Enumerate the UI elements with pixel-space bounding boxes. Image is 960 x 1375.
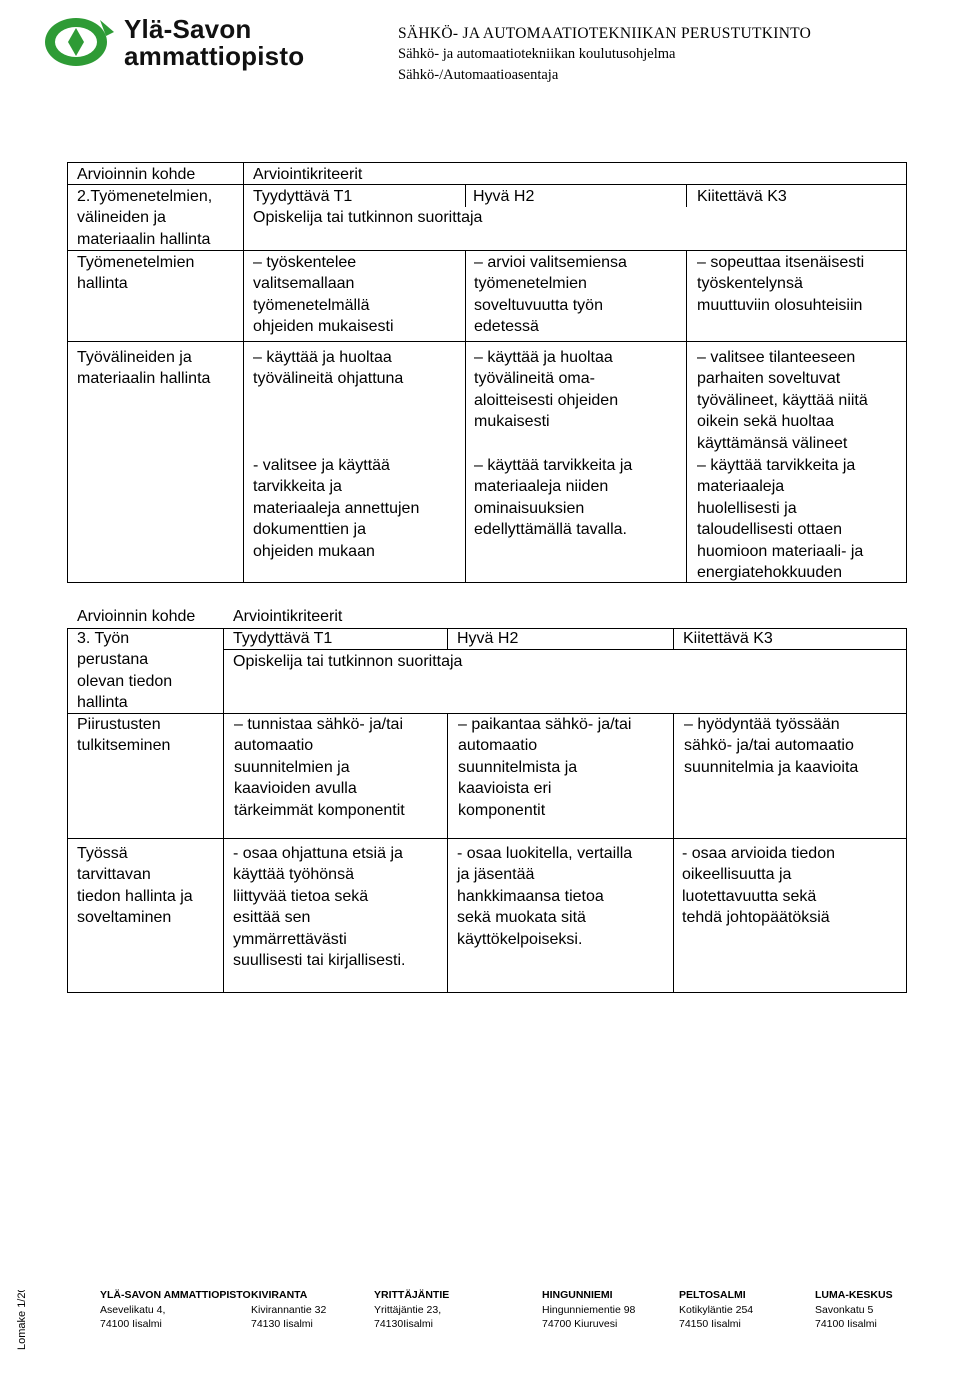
table2-row2-target: Työssä tarvittavan tiedon hallinta ja soveltaminen — [77, 845, 193, 927]
table1-grade-h2: Hyvä H2 — [473, 188, 535, 205]
table2-row2-t1: - osaa ohjattuna etsiä ja käyttää työhönsä liittyvää tietoa sekä esittää sen ymmärrettävästi suullisesti tai kirjallisesti. — [233, 845, 406, 970]
degree-subtitle: Sähkö- ja automaatiotekniikan koulutusohjelma — [398, 46, 676, 62]
table1-row1-t1: – työskentelee valitsemallaan työmenetelmällä ohjeiden mukaisesti — [253, 254, 394, 336]
footer-name: HINGUNNIEMI — [542, 1289, 613, 1301]
table2-kriteerit-header: Arviointikriteerit — [233, 608, 343, 625]
table1-row1-h2: – arvioi valitsemiensa työmenetelmien soveltuvuutta työn edetessä — [474, 254, 627, 336]
footer-city: 74130Iisalmi — [374, 1318, 433, 1330]
table1-performer: Opiskelija tai tutkinnon suorittaja — [253, 209, 483, 226]
footer-street: Kotikyläntie 254 — [679, 1303, 754, 1316]
footer-street: Hingunniementie 98 — [542, 1303, 636, 1316]
table1-row2-target: Työvälineiden ja materiaalin hallinta — [77, 349, 211, 388]
table2-row1-h2: – paikantaa sähkö- ja/tai automaatio suunnitelmista ja kaavioista eri komponentit — [458, 716, 632, 819]
form-version-label — [10, 1290, 30, 1350]
footer-street: Asevelikatu 4, — [100, 1303, 166, 1316]
footer-street: Yrittäjäntie 23, — [374, 1303, 442, 1316]
table2-row1-target: Piirustusten tulkitseminen — [77, 716, 171, 755]
footer-city: 74100 Iisalmi — [815, 1318, 877, 1330]
footer-city: 74100 Iisalmi — [100, 1318, 162, 1330]
table2-row1-k3: – hyödyntää työssään sähkö- ja/tai automaatio suunnitelmia ja kaavioita — [684, 716, 859, 776]
table2-row2-h2: - osaa luokitella, vertailla ja jäsentää hankkimaansa tietoa sekä muokata sitä käyttökelpoiseksi. — [457, 845, 633, 948]
table2-row1-t1: – tunnistaa sähkö- ja/tai automaatio suunnitelmien ja kaavioiden avulla tärkeimmät komponentit — [234, 716, 405, 819]
footer-address-6 — [815, 1288, 893, 1332]
table2-grade-t1: Tyydyttävä T1 — [233, 630, 333, 647]
table1-row1-k3: – sopeuttaa itsenäisesti työskentelynsä muuttuviin olosuhteisiin — [697, 254, 865, 314]
table1-row2-k3b: – käyttää tarvikkeita ja materiaaleja huolellisesti ja taloudellisesti ottaen huomioon materiaali- ja energiatehokkuuden — [697, 457, 864, 582]
table1-row1-target: Työmenetelmien hallinta — [77, 254, 195, 293]
footer-name: KIVIRANTA — [251, 1289, 308, 1301]
table1-kohde-header: Arvioinnin kohde — [77, 166, 196, 183]
logo-line-2: ammattiopisto — [124, 41, 305, 71]
table1-area-title: 2.Työmenetelmien, välineiden ja materiaalin hallinta — [77, 188, 213, 248]
table1-grade-t1: Tyydyttävä T1 — [253, 188, 353, 205]
footer-address-3 — [374, 1288, 449, 1332]
table1-row2-h2b: – käyttää tarvikkeita ja materiaaleja niiden ominaisuuksien edellyttämällä tavalla. — [474, 457, 633, 539]
footer-city: 74130 Iisalmi — [251, 1318, 313, 1330]
footer-street: Savonkatu 5 — [815, 1303, 874, 1316]
footer-name: YRITTÄJÄNTIE — [374, 1289, 450, 1301]
school-logo-icon — [40, 12, 118, 70]
footer-address-2 — [251, 1288, 326, 1332]
degree-program: Sähkö-/Automaatioasentaja — [398, 67, 559, 83]
footer-street: Kivirannantie 32 — [251, 1303, 327, 1316]
footer-address-1 — [100, 1288, 251, 1332]
school-logo-text — [124, 16, 304, 70]
table1-kriteerit-header: Arviointikriteerit — [253, 166, 363, 183]
table1-row2-h2a: – käyttää ja huoltaa työvälineitä oma- aloitteisesti ohjeiden mukaisesti — [474, 349, 619, 431]
table1-row2-t1b: - valitsee ja käyttää tarvikkeita ja materiaaleja annettujen dokumenttien ja ohjeiden mukaan — [253, 457, 420, 560]
logo-line-1: Ylä-Savon — [124, 14, 252, 44]
table2-grade-k3: Kiitettävä K3 — [683, 630, 773, 647]
footer-city: 74150 Iisalmi — [679, 1318, 741, 1330]
degree-title: SÄHKÖ- JA AUTOMAATIOTEKNIIKAN PERUSTUTKINTO — [398, 25, 812, 42]
footer-name: PELTOSALMI — [679, 1289, 746, 1301]
table2-kohde-header: Arvioinnin kohde — [77, 608, 196, 625]
table2-row2-k3: - osaa arvioida tiedon oikeellisuutta ja luotettavuutta sekä tehdä johtopäätöksiä — [682, 845, 835, 927]
footer-address-4 — [542, 1288, 635, 1332]
footer-name: YLÄ-SAVON AMMATTIOPISTO — [100, 1289, 251, 1301]
footer-name: LUMA-KESKUS — [815, 1289, 893, 1301]
table1-row2-t1a: – käyttää ja huoltaa työvälineitä ohjattuna — [253, 349, 404, 388]
table2-performer: Opiskelija tai tutkinnon suorittaja — [233, 653, 463, 670]
footer-address-5 — [679, 1288, 753, 1332]
document-header — [398, 23, 811, 86]
form-version-text: Lomake 1/2011 — [16, 1290, 28, 1350]
table1-row2-k3a: – valitsee tilanteeseen parhaiten soveltuvat työvälineet, käyttää niitä oikein sekä huoltaa käyttämänsä välineet — [697, 349, 868, 452]
footer-city: 74700 Kiuruvesi — [542, 1318, 618, 1330]
table1-grade-k3: Kiitettävä K3 — [697, 188, 787, 205]
table2-area-title: 3. Työn perustana olevan tiedon hallinta — [77, 630, 173, 712]
table2-grade-h2: Hyvä H2 — [457, 630, 519, 647]
